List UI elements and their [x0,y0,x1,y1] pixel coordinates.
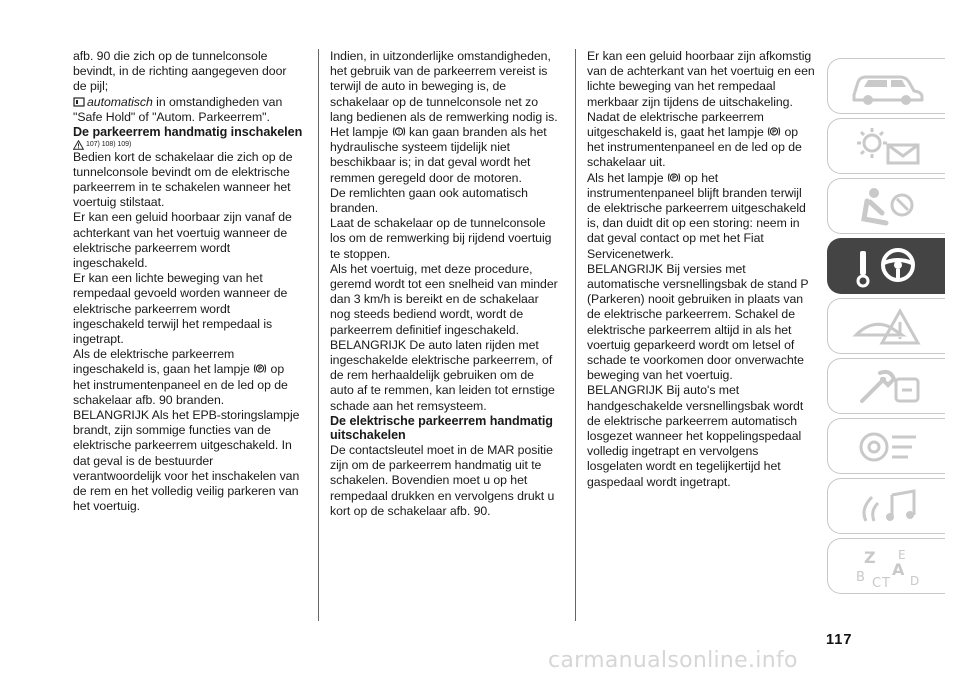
paragraph [73,347,303,408]
paragraph: Er kan een geluid hoorbaar zijn vanaf de achterkant van het voertuig wanneer de elektrische parkeerrem wordt ingeschakeld. [73,210,292,271]
page-number: 117 [826,632,853,648]
text-run: Als de elektrische parkeerrem ingeschakeld is, gaan het lampje [73,347,254,377]
text-run: op het instrumentenpaneel blijft branden terwijl de elektrische parkeerrem uitgeschakeld is, dan duidt dit op een storing: neem in dat geval contact op met het Fiat Servicenetwerk. [587,170,806,261]
index-letter: Z [864,548,876,567]
tab-safety[interactable] [827,178,945,234]
text-column-2 [330,49,560,519]
tab-dashboard[interactable] [827,118,945,174]
paragraph: BELANGRIJK De auto laten rijden met ingeschakelde elektrische parkeerrem, of de rem herhaaldelijk gebruiken om de auto af te remmen, kan leiden tot ernstige schade aan het remsysteem. [330,337,555,413]
tab-maintenance[interactable] [827,358,945,414]
paragraph: Er kan een lichte beweging van het rempedaal gevoeld worden wanneer de elektrische parkeerrem wordt ingeschakeld terwijl het rempedaal is ingetrapt. [73,271,288,347]
warning-accident-icon [842,305,932,349]
paragraph: BELANGRIJK Bij auto's met handgeschakelde versnellingsbak wordt de elektrische parkeerrem automatisch losgezet wanneer het koppelingspedaal volledig ingetrapt en vervolgens losgelaten wordt en tegelijkertijd het gaspedaal wordt ingetrapt. [587,383,804,489]
text-run: Nadat de elektrische parkeerrem uitgeschakeld is, gaat het lampje [587,109,768,140]
warning-references [73,140,303,150]
text-run: in omstandigheden van "Safe Hold" of "Autom. Parkeerrem". [73,94,283,124]
text-run: kan gaan branden als het hydraulische systeem tijdelijk niet beschikbaar is; in dat geval wordt het remmen geregeld door de motoren. [330,125,547,185]
tab-technical-data[interactable] [827,418,945,474]
multimedia-icon [842,485,932,529]
warning-reference-numbers: 107) 108) 109) [86,140,132,148]
svg-text:P: P [671,175,676,182]
text-column-1 [73,49,303,514]
paragraph: Er kan een geluid hoorbaar zijn afkomstig van de achterkant van het voertuig en een lichte beweging van het rempedaal merkbaar zijn tijdens de uitschakeling. [587,49,815,109]
section-heading: De parkeerrem handmatig inschakelen [73,125,303,140]
italic-term: automatisch [87,94,153,109]
paragraph: Indien, in uitzonderlijke omstandigheden, het gebruik van de parkeerrem vereist is terwijl de auto in beweging is, de schakelaar op de tunnelconsole net zo lang bedienen als de remwerking nodig is. [330,49,558,124]
index-letter: A [892,560,905,579]
column-divider [318,49,319,621]
paragraph [330,125,560,186]
paragraph: Bedien kort de schakelaar die zich op de tunnelconsole bevindt om de elektrische parkeerrem in te schakelen wanneer het voertuig stilstaat. [73,149,293,210]
paragraph [73,95,303,125]
text-run: Als het lampje [587,170,667,185]
tab-emergency[interactable] [827,298,945,354]
parking-brake-lamp-icon [767,126,781,137]
svg-text:P: P [772,129,777,136]
section-heading: De elektrische parkeerrem handmatig uitschakelen [330,413,553,443]
index-letter: E [898,548,906,562]
paragraph: Als het voertuig, met deze procedure, geremd wordt tot een snelheid van minder dan 3 km/h is bereikt en de schakelaar nog steeds bediend wordt, wordt de parkeerrem definitief ingeschakeld. [330,261,558,337]
maintenance-tools-icon [842,365,932,409]
text-column-3 [587,49,817,490]
text-run: op het instrumentenpaneel en de led op de schakelaar uit. [587,125,802,170]
paragraph [587,171,817,262]
paragraph [587,110,817,171]
car-icon [842,65,932,109]
paragraph: Laat de schakelaar op de tunnelconsole los om de remwerking bij rijdend voertuig te stoppen. [330,216,552,261]
tab-multimedia[interactable] [827,478,945,534]
index-letter: B [856,570,865,585]
dashboard-lights-icon [842,125,932,169]
warning-triangle-icon [73,140,84,150]
steering-wheel-key-icon [842,245,932,289]
tab-car[interactable] [827,58,945,114]
parking-brake-lamp-icon [667,172,681,183]
paragraph: De remlichten gaan ook automatisch branden. [330,185,528,216]
column-divider [575,49,576,621]
paragraph: afb. 90 die zich op de tunnelconsole bevindt, in de richting aangegeven door de pijl; [73,49,287,94]
parking-brake-lamp-icon [392,126,406,137]
tab-starting-driving[interactable] [827,238,945,294]
text-run: Het lampje [330,125,392,140]
parking-brake-lamp-icon [253,363,267,374]
paragraph: De contactsleutel moet in de MAR positie zijn om de parkeerrem handmatig uit te schakelen. Bovendien moet u op het rempedaal drukken en vervolgens drukt u kort op de schakelaar afb. 90. [330,443,555,518]
parking-brake-auto-icon [73,96,85,106]
tab-index[interactable] [827,538,945,594]
watermark: carmanualsonline.info [548,648,798,673]
index-letter: T [882,576,890,589]
svg-text:P: P [258,367,263,374]
technical-data-icon [842,425,932,469]
text-run: op het instrumentenpaneel en de led op de schakelaar afb. 90 branden. [73,362,288,407]
alphabetical-index-icon [842,545,932,589]
svg-text:!: ! [397,129,400,136]
index-letter: D [910,574,920,588]
paragraph: BELANGRIJK Als het EPB-storingslampje brandt, zijn sommige functies van de elektrische parkeerrem uitgeschakeld. In dat geval is de bestuurder verantwoordelijk voor het inschakelen van de rem en het volledig veilig parkeren van het voertuig. [73,408,300,514]
paragraph: BELANGRIJK Bij versies met automatische versnellingsbak de stand P (Parkeren) nooit gebruiken in plaats van de elektrische parkeerrem. Schakel de elektrische parkeerrem altijd in als het voertuig geparkeerd wordt om letsel of schade te voorkomen door onverwachte beweging van het voertuig. [587,261,809,383]
index-letter: C [872,576,882,589]
airbag-seat-icon [842,185,932,229]
